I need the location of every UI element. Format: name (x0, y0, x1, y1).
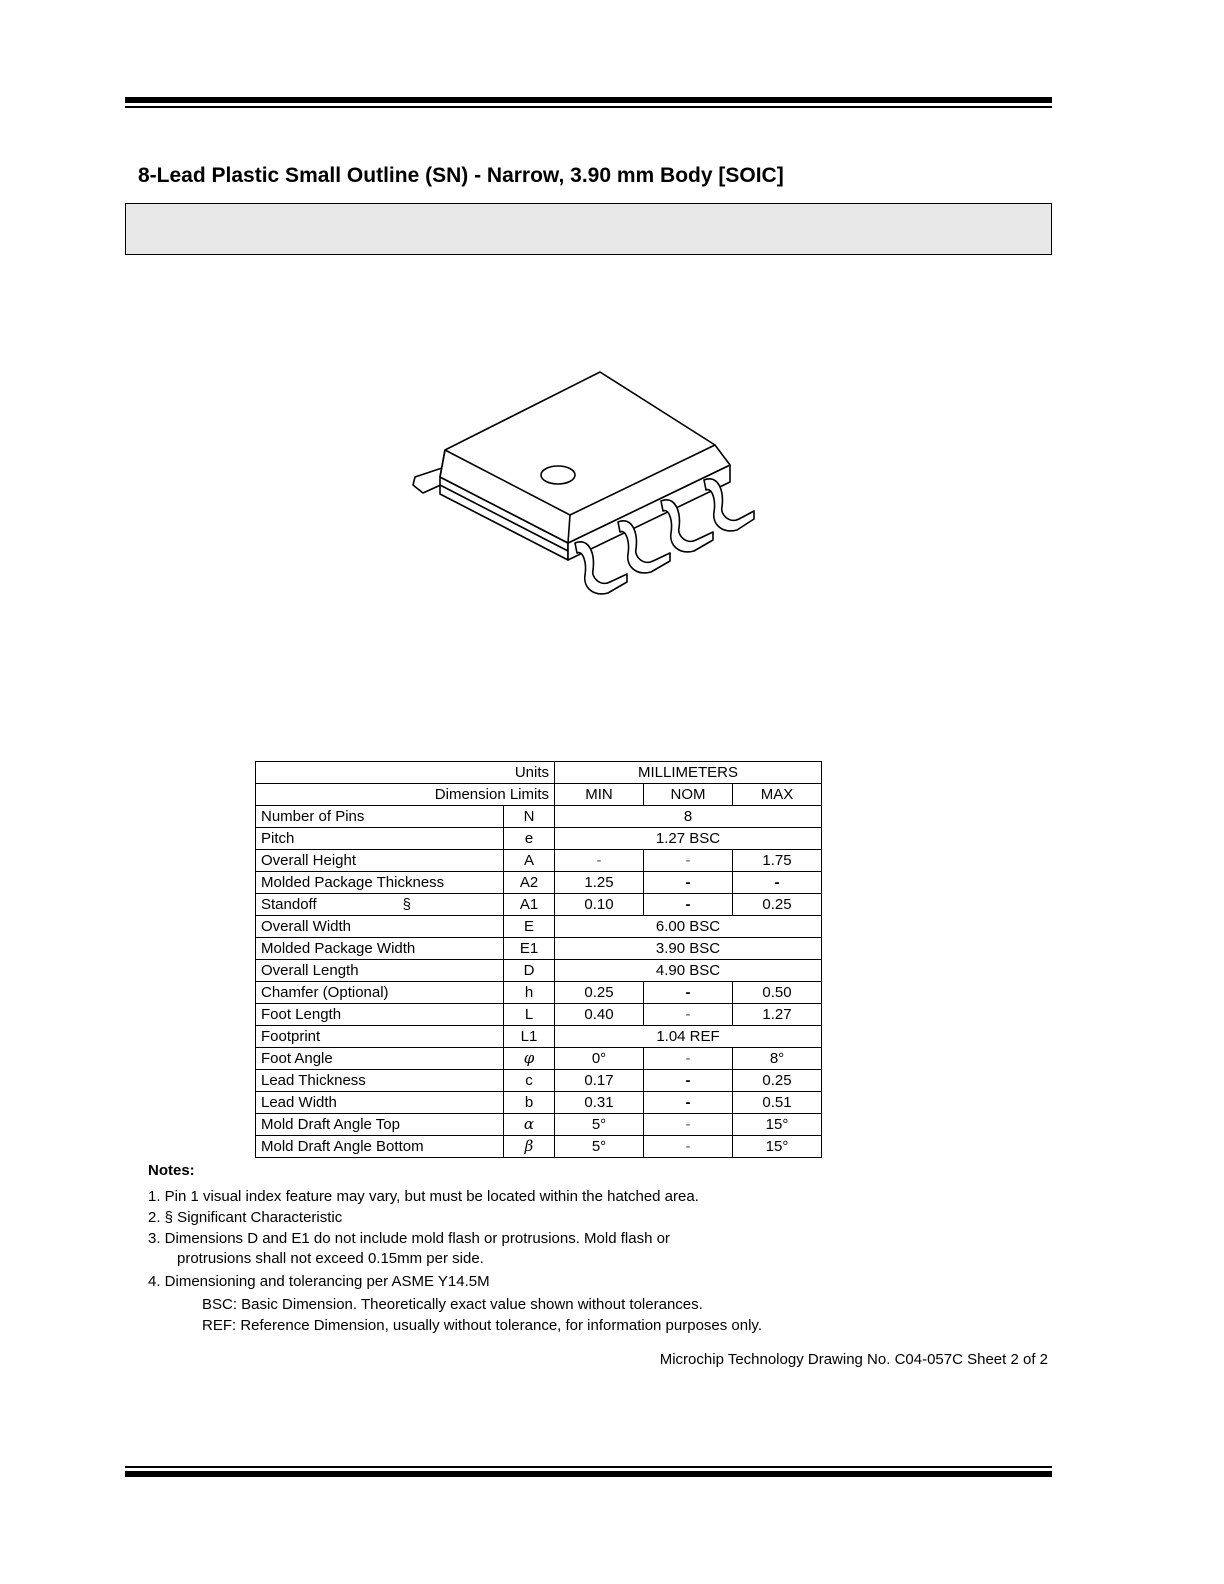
lead-3 (661, 500, 713, 552)
dim-max: 1.75 (733, 850, 822, 872)
dim-name: Number of Pins (256, 806, 504, 828)
table-row (256, 1092, 822, 1114)
dim-symbol: c (504, 1070, 555, 1092)
dim-name: Molded Package Thickness (256, 872, 504, 894)
dim-nom: - (644, 1136, 733, 1158)
dim-value: 8 (555, 806, 822, 828)
notes-heading: Notes: (148, 1162, 195, 1179)
lead-2 (618, 521, 670, 573)
dim-symbol: A (504, 850, 555, 872)
limits-label: Dimension Limits (256, 784, 555, 806)
col-header-max: MAX (733, 784, 822, 806)
dim-nom: - (644, 850, 733, 872)
dim-value: 1.04 REF (555, 1026, 822, 1048)
dim-symbol: A1 (504, 894, 555, 916)
dim-nom: - (644, 1114, 733, 1136)
note-2: 2. § Significant Characteristic (148, 1209, 343, 1226)
col-header-nom: NOM (644, 784, 733, 806)
dim-symbol: N (504, 806, 555, 828)
note-3: 3. Dimensions D and E1 do not include mold flash or protrusions. Mold flash or (148, 1230, 670, 1247)
significant-characteristic-mark: § (402, 896, 411, 913)
dim-value: 1.27 BSC (555, 828, 822, 850)
dim-min: 0.40 (555, 1004, 644, 1026)
dim-name: Foot Length (256, 1004, 504, 1026)
table-row (256, 960, 822, 982)
dim-name: Mold Draft Angle Bottom (256, 1136, 504, 1158)
table-row (256, 872, 822, 894)
dim-nom: - (644, 1092, 733, 1114)
dim-min: 1.25 (555, 872, 644, 894)
gray-banner (125, 203, 1052, 255)
table-row (256, 1070, 822, 1092)
note-1: 1. Pin 1 visual index feature may vary, but must be located within the hatched area. (148, 1188, 699, 1205)
table-row (256, 784, 822, 806)
table-row (256, 850, 822, 872)
lead-1 (575, 542, 627, 594)
note-ref-definition: REF: Reference Dimension, usually without tolerance, for information purposes only. (202, 1317, 762, 1334)
dim-min: 5° (555, 1136, 644, 1158)
dim-max: 15° (733, 1114, 822, 1136)
dim-symbol: E (504, 916, 555, 938)
dim-nom: - (644, 894, 733, 916)
dim-name: Footprint (256, 1026, 504, 1048)
dim-nom: - (644, 1048, 733, 1070)
units-value: MILLIMETERS (555, 762, 822, 784)
page-title: 8-Lead Plastic Small Outline (SN) - Narrow, 3.90 mm Body [SOIC] (138, 164, 784, 187)
table-row (256, 982, 822, 1004)
dimensions-table (255, 761, 822, 1158)
dim-min: 5° (555, 1114, 644, 1136)
dim-value: 3.90 BSC (555, 938, 822, 960)
table-row (256, 894, 822, 916)
drawing-number: Microchip Technology Drawing No. C04-057C Sheet 2 of 2 (659, 1351, 1048, 1368)
dim-symbol: β (504, 1136, 555, 1158)
dim-nom: - (644, 1004, 733, 1026)
note-3-continued: protrusions shall not exceed 0.15mm per side. (177, 1250, 484, 1267)
top-rule-thick (125, 97, 1052, 103)
dim-nom: - (644, 982, 733, 1004)
dim-symbol: h (504, 982, 555, 1004)
dim-name: Mold Draft Angle Top (256, 1114, 504, 1136)
table-row (256, 1026, 822, 1048)
dim-max: 0.50 (733, 982, 822, 1004)
dim-max: 0.25 (733, 1070, 822, 1092)
dim-symbol: L1 (504, 1026, 555, 1048)
dim-name: Overall Length (256, 960, 504, 982)
dim-min: - (555, 850, 644, 872)
table-row (256, 916, 822, 938)
dim-name (256, 894, 504, 916)
soic-package-drawing (405, 365, 765, 600)
table-row (256, 1136, 822, 1158)
dim-symbol: α (504, 1114, 555, 1136)
dim-name-text: Standoff (261, 896, 317, 913)
dim-max: - (733, 872, 822, 894)
dim-max: 8° (733, 1048, 822, 1070)
bottom-rule-thick (125, 1471, 1052, 1477)
dim-min: 0° (555, 1048, 644, 1070)
dim-name: Lead Width (256, 1092, 504, 1114)
dim-name: Foot Angle (256, 1048, 504, 1070)
dim-min: 0.31 (555, 1092, 644, 1114)
col-header-min: MIN (555, 784, 644, 806)
note-bsc-definition: BSC: Basic Dimension. Theoretically exact value shown without tolerances. (202, 1296, 703, 1313)
table-row (256, 828, 822, 850)
dim-name: Chamfer (Optional) (256, 982, 504, 1004)
dim-name: Overall Width (256, 916, 504, 938)
dim-value: 4.90 BSC (555, 960, 822, 982)
dim-name: Pitch (256, 828, 504, 850)
dim-name: Overall Height (256, 850, 504, 872)
dim-symbol: D (504, 960, 555, 982)
lead-4 (704, 479, 754, 531)
dim-value: 6.00 BSC (555, 916, 822, 938)
dim-symbol: L (504, 1004, 555, 1026)
table-row (256, 1048, 822, 1070)
note-4: 4. Dimensioning and tolerancing per ASME Y14.5M (148, 1273, 490, 1290)
dim-min: 0.17 (555, 1070, 644, 1092)
table-row (256, 1114, 822, 1136)
table-row (256, 938, 822, 960)
table-row (256, 1004, 822, 1026)
dim-name: Lead Thickness (256, 1070, 504, 1092)
bottom-rule-thin (125, 1466, 1052, 1468)
dim-max: 15° (733, 1136, 822, 1158)
dim-symbol: φ (504, 1048, 555, 1070)
dim-nom: - (644, 1070, 733, 1092)
dim-min: 0.10 (555, 894, 644, 916)
dim-name: Molded Package Width (256, 938, 504, 960)
dim-max: 0.25 (733, 894, 822, 916)
units-label: Units (256, 762, 555, 784)
dim-symbol: E1 (504, 938, 555, 960)
dim-max: 1.27 (733, 1004, 822, 1026)
dim-nom: - (644, 872, 733, 894)
dim-symbol: A2 (504, 872, 555, 894)
dim-symbol: b (504, 1092, 555, 1114)
table-row (256, 762, 822, 784)
top-rule-thin (125, 106, 1052, 108)
table-row (256, 806, 822, 828)
dim-symbol: e (504, 828, 555, 850)
dim-max: 0.51 (733, 1092, 822, 1114)
dim-min: 0.25 (555, 982, 644, 1004)
